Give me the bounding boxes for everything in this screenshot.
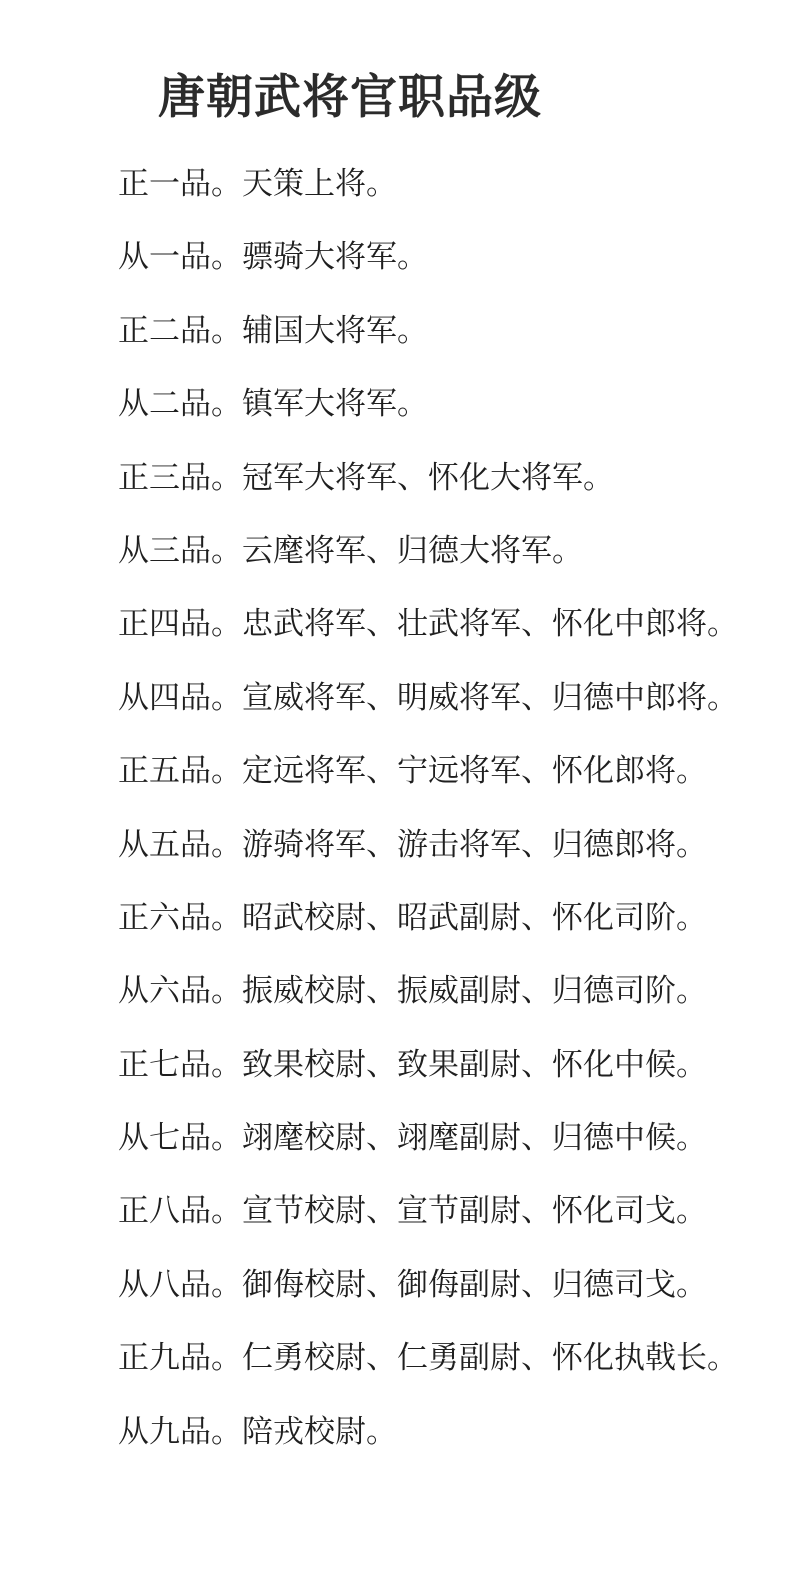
rank-item: 正五品。定远将军、宁远将军、怀化郎将。 xyxy=(118,753,707,790)
rank-item: 正一品。天策上将。 xyxy=(118,166,397,202)
rank-item: 从六品。振威校尉、振威副尉、归德司阶。 xyxy=(118,973,707,1010)
rank-item: 从二品。镇军大将军。 xyxy=(118,386,428,423)
rank-item: 正三品。冠军大将军、怀化大将军。 xyxy=(118,459,614,496)
rank-item: 从一品。骠骑大将军。 xyxy=(118,239,428,276)
rank-list xyxy=(118,148,788,1469)
page-title: 唐朝武将官职品级 xyxy=(158,70,542,125)
rank-item: 从八品。御侮校尉、御侮副尉、归德司戈。 xyxy=(118,1266,707,1303)
rank-item: 正七品。致果校尉、致果副尉、怀化中候。 xyxy=(118,1046,707,1083)
rank-item: 从四品。宣威将军、明威将军、归德中郎将。 xyxy=(118,679,738,716)
rank-item: 正九品。仁勇校尉、仁勇副尉、怀化执戟长。 xyxy=(118,1340,738,1377)
rank-item: 从七品。翊麾校尉、翊麾副尉、归德中候。 xyxy=(118,1120,707,1157)
rank-item: 从九品。陪戎校尉。 xyxy=(118,1413,397,1450)
rank-item: 正八品。宣节校尉、宣节副尉、怀化司戈。 xyxy=(118,1193,707,1230)
rank-item: 从五品。游骑将军、游击将军、归德郎将。 xyxy=(118,826,707,863)
rank-item: 正四品。忠武将军、壮武将军、怀化中郎将。 xyxy=(118,606,738,643)
rank-item: 正六品。昭武校尉、昭武副尉、怀化司阶。 xyxy=(118,899,707,936)
rank-item: 正二品。辅国大将军。 xyxy=(118,312,428,349)
rank-item: 从三品。云麾将军、归德大将军。 xyxy=(118,532,583,569)
